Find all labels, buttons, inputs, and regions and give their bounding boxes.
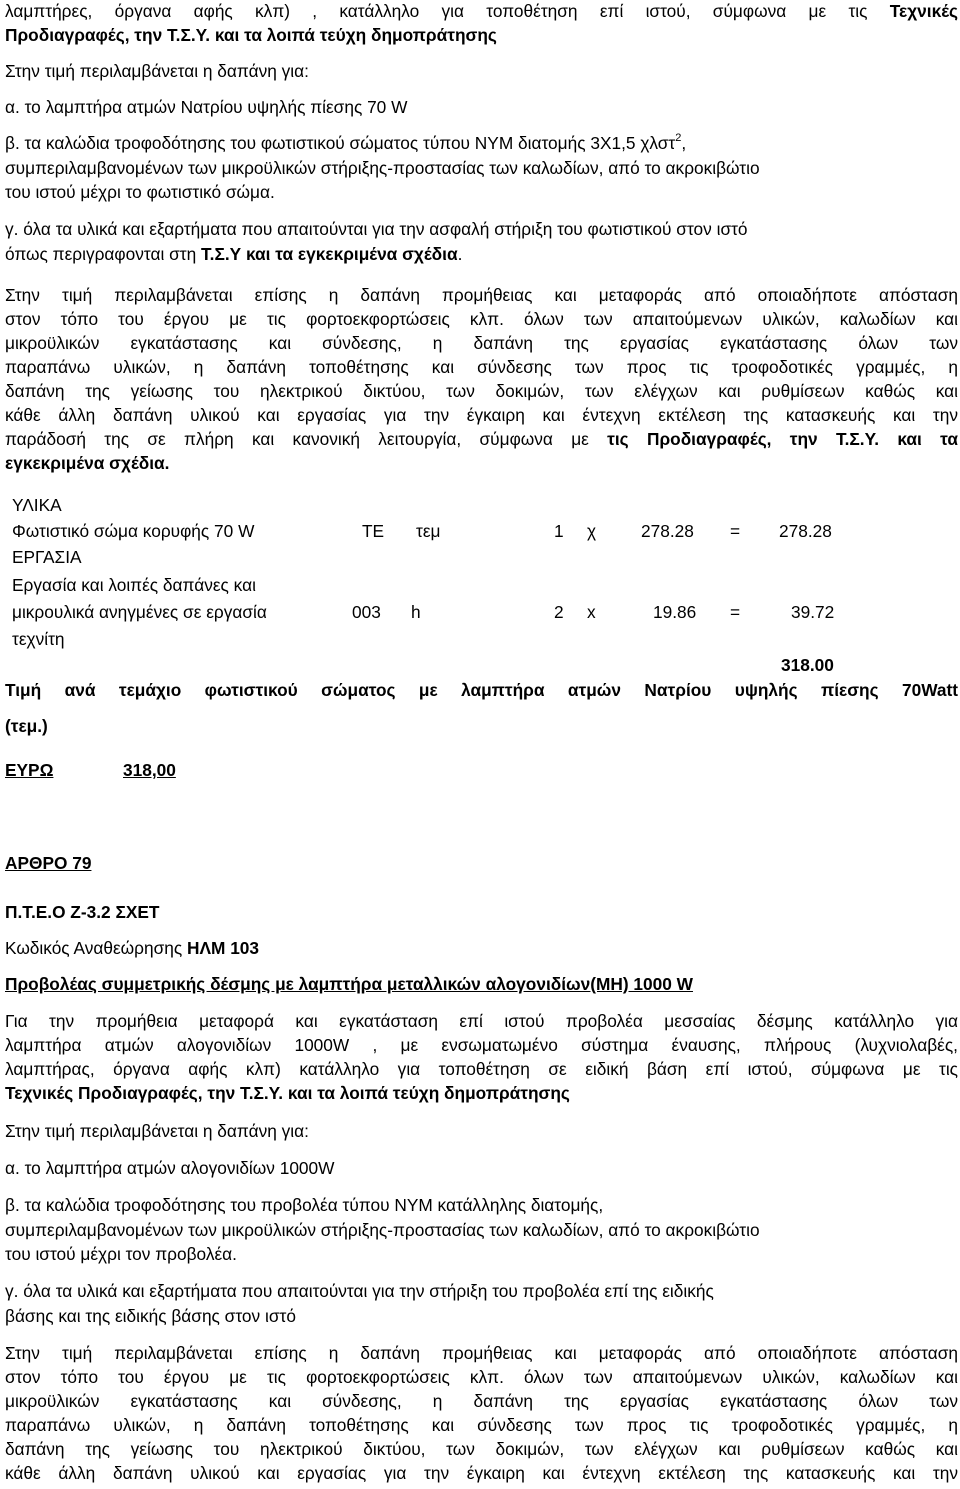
- labor-times: x: [587, 602, 596, 622]
- article-desc-line-4: Τεχνικές Προδιαγραφές, την Τ.Σ.Υ. και τα λοιπά τεύχη δημοπράτησης: [5, 1083, 570, 1103]
- material-description: Φωτιστικό σώμα κορυφής 70 W: [12, 521, 255, 541]
- material-price: 278.28: [641, 521, 694, 541]
- item-c-line-2: όπως περιγραφονται στη Τ.Σ.Υ και τα εγκεκριμένα σχέδια.: [5, 244, 463, 264]
- currency-label: ΕΥΡΩ: [5, 760, 54, 780]
- para1-line-6: κάθε άλλη δαπάνη υλικού και εργασίας για την έγκαιρη και έντεχνη εκτέλεση της κατασκευής και την: [5, 405, 958, 425]
- material-equals: =: [730, 521, 741, 541]
- intro-line-1: λαμπτήρες, όργανα αφής κλπ) , κατάλληλο για τοποθέτηση επί ιστού, σύμφωνα με τις Τεχνικές: [5, 1, 958, 21]
- labor-code: 003: [352, 602, 381, 622]
- item-a: α. το λαμπτήρα ατμών Νατρίου υψηλής πίεσης 70 W: [5, 97, 408, 117]
- article-para-line-2: στον τόπο του έργου με τις φορτοεκφορτώσεις κλπ. όλων των απαιτούμενων υλικών, καλωδίων και: [5, 1367, 958, 1387]
- labor-equals: =: [730, 602, 741, 622]
- material-times: χ: [587, 521, 597, 541]
- article-item-a: α. το λαμπτήρα ατμών αλογονιδίων 1000W: [5, 1158, 335, 1178]
- article-title: ΑΡΘΡΟ 79: [5, 853, 92, 873]
- para1-line-7: παράδοσή της σε πλήρη και κανονική λειτουργία, σύμφωνα με τις Προδιαγραφές, την Τ.Σ.Υ. και τα: [5, 429, 958, 449]
- para1-line-5: δαπάνη της γείωσης του ηλεκτρικού δικτύου, των δοκιμών, των ελέγχων και ρυθμίσεων καθώς και: [5, 381, 958, 401]
- article-item-b-line-3: του ιστού μέχρι τον προβολέα.: [5, 1244, 237, 1264]
- materials-heading: ΥΛΙΚΑ: [12, 495, 62, 515]
- article-price-includes-label: Στην τιμή περιλαμβάνεται η δαπάνη για:: [5, 1121, 309, 1141]
- article-para-line-3: μικροϋλικών εγκατάστασης και σύνδεσης, η δαπάνη της εργασίας εγκατάστασης όλων των: [5, 1391, 958, 1411]
- unit-price-value: 318,00: [123, 760, 176, 780]
- article-para-line-6: κάθε άλλη δαπάνη υλικού και εργασίας για την έγκαιρη και έντεχνη εκτέλεση της κατασκευής και την: [5, 1463, 958, 1483]
- article-item-b-line-2: συμπεριλαμβανομένων των μικροϋλικών στήριξης-προστασίας των καλωδίων, από το ακροκιβώτιο: [5, 1220, 760, 1240]
- labor-price: 19.86: [653, 602, 697, 622]
- labor-total: 39.72: [791, 602, 835, 622]
- article-desc-line-1: Για την προμήθεια μεταφορά και εγκατάσταση επί ιστού προβολέα μεσσαίας δέσμης κατάλληλο για: [5, 1011, 958, 1031]
- price-includes-label: Στην τιμή περιλαμβάνεται η δαπάνη για:: [5, 61, 309, 81]
- intro-line-2: Προδιαγραφές, την Τ.Σ.Υ. και τα λοιπά τεύχη δημοπράτησης: [5, 25, 497, 45]
- article-para-line-1: Στην τιμή περιλαμβάνεται επίσης η δαπάνη προμήθειας και μεταφοράς από οποιαδήποτε απόσταση: [5, 1343, 958, 1363]
- labor-quantity: 2: [554, 602, 564, 622]
- article-code: Π.Τ.Ε.Ο Ζ-3.2 ΣΧΕΤ: [5, 902, 160, 922]
- para1-line-8: εγκεκριμένα σχέδια.: [5, 453, 170, 473]
- article-para-line-5: δαπάνη της γείωσης του ηλεκτρικού δικτύου, των δοκιμών, των ελέγχων και ρυθμίσεων καθώς και: [5, 1439, 958, 1459]
- item-c-line-1: γ. όλα τα υλικά και εξαρτήματα που απαιτούνται για την ασφαλή στήριξη του φωτιστικού στον ιστό: [5, 219, 748, 239]
- material-code: ΤΕ: [362, 521, 385, 541]
- material-unit: τεμ: [416, 521, 441, 541]
- labor-description-line-3: τεχνίτη: [12, 629, 65, 649]
- article-heading: Προβολέας συμμετρικής δέσμης με λαμπτήρα μεταλλικών αλογονιδίων(ΜΗ) 1000 W: [5, 974, 693, 994]
- para1-line-1: Στην τιμή περιλαμβάνεται επίσης η δαπάνη προμήθειας και μεταφοράς από οποιαδήποτε απόσταση: [5, 285, 958, 305]
- labor-heading: ΕΡΓΑΣΙΑ: [12, 547, 82, 567]
- item-b-line-1: β. τα καλώδια τροφοδότησης του φωτιστικού σώματος τύπου NYM διατομής 3Χ1,5 χλστ$^2$,: [5, 132, 687, 153]
- revision-code-line: Κωδικός Αναθεώρησης ΗΛΜ 103: [5, 938, 260, 958]
- article-item-b-line-1: β. τα καλώδια τροφοδότησης του προβολέα τύπου NYM κατάλληλης διατομής,: [5, 1195, 604, 1215]
- unit-price-title-line-2: (τεμ.): [5, 716, 48, 736]
- article-desc-line-2: λαμπτήρα ατμών αλογονιδίων 1000W , με ενσωματωμένο σύστημα έναυσης, πλήρους (λυχνιολαβές,: [5, 1035, 958, 1055]
- para1-line-2: στον τόπο του έργου με τις φορτοεκφορτώσεις κλπ. όλων των απαιτούμενων υλικών, καλωδίων και: [5, 309, 958, 329]
- para1-line-4: παραπάνω υλικών, η δαπάνη τοποθέτησης και σύνδεσης των προς τις τροφοδοτικές γραμμές, η: [5, 357, 958, 377]
- material-quantity: 1: [554, 521, 564, 541]
- labor-unit: h: [411, 602, 421, 622]
- item-b-line-3: του ιστού μέχρι το φωτιστικό σώμα.: [5, 182, 275, 202]
- item-b-line-2: συμπεριλαμβανομένων των μικροϋλικών στήριξης-προστασίας των καλωδίων, από το ακροκιβώτιο: [5, 158, 760, 178]
- article-item-c-line-2: βάσης και της ειδικής βάσης στον ιστό: [5, 1306, 296, 1326]
- superscript: 2: [675, 132, 682, 145]
- unit-price-title-line-1: Τιμή ανά τεμάχιο φωτιστικού σώματος με λαμπτήρα ατμών Νατρίου υψηλής πίεσης 70Watt: [5, 680, 958, 700]
- article-item-c-line-1: γ. όλα τα υλικά και εξαρτήματα που απαιτούνται για την στήριξη του προβολέα επί της ειδικής: [5, 1281, 714, 1301]
- labor-description-line-1: Εργασία και λοιπές δαπάνες και: [12, 575, 256, 595]
- para1-line-3: μικροϋλικών εγκατάστασης και σύνδεσης, η δαπάνη της εργασίας εγκατάστασης όλων των: [5, 333, 958, 353]
- cost-sum: 318.00: [781, 655, 834, 675]
- article-para-line-4: παραπάνω υλικών, η δαπάνη τοποθέτησης και σύνδεσης των προς τις τροφοδοτικές γραμμές, η: [5, 1415, 958, 1435]
- article-desc-line-3: λαμπτήρας, όργανα αφής κλπ) κατάλληλο για τοποθέτηση σε ειδική βάση επί ιστού, σύμφωνα με τις: [5, 1059, 958, 1079]
- labor-description-line-2: μικρουλικά ανηγμένες σε εργασία: [12, 602, 267, 622]
- material-total: 278.28: [779, 521, 832, 541]
